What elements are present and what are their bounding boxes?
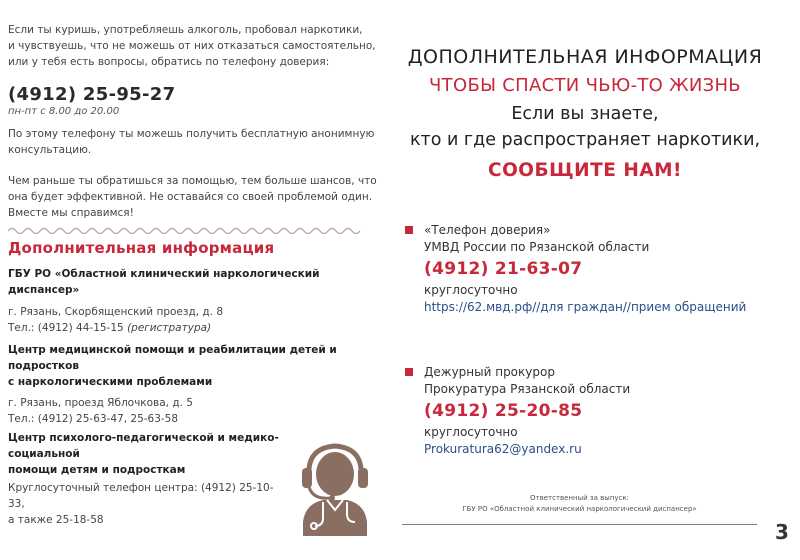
right-subtitle: ЧТОБЫ СПАСТИ ЧЬЮ-ТО ЖИЗНЬ (429, 75, 741, 96)
org-address: г. Рязань, проезд Яблочкова, д. 5 (8, 397, 193, 409)
org-address: г. Рязань, Скорбященский проезд, д. 8 (8, 306, 224, 318)
contact-phone[interactable]: (4912) 25-20-85 (424, 401, 583, 421)
org-psych-center (8, 430, 288, 528)
contact-hours: круглосуточно (424, 283, 518, 297)
contact-org: УМВД России по Рязанской области (424, 240, 650, 254)
support-operator-headset-icon (293, 440, 377, 536)
anonymous-consult-text: По этому телефону ты можешь получить бесплатную анонимную консультацию. (8, 128, 375, 156)
wavy-divider (8, 225, 363, 237)
page-number: 3 (775, 520, 789, 544)
contact-name: «Телефон доверия» (424, 223, 551, 237)
intro-text: Если ты куришь, употребляешь алкоголь, пробовал наркотики, и чувствуешь, что не можешь от них отказаться самостоятельно, или у тебя есть вопросы, обратись по телефону доверия: (8, 24, 376, 68)
left-column (8, 22, 383, 221)
org-title: Центр психолого-педагогической и медико-социальной помощи детям и подросткам (8, 432, 279, 476)
contact-prosecutor (405, 364, 775, 458)
contact-name: Дежурный прокурор (424, 365, 555, 379)
publication-credit: Ответственный за выпуск: ГБУ РО «Областной клинический наркологический диспансер» (462, 494, 697, 513)
org-narcology-dispensary (8, 266, 383, 336)
contact-email[interactable]: Prokuratura62@yandex.ru (424, 442, 582, 456)
right-title: ДОПОЛНИТЕЛЬНАЯ ИНФОРМАЦИЯ (407, 46, 763, 68)
org-phone[interactable]: Тел.: (4912) 25-63-47, 25-63-58 (8, 413, 179, 425)
contact-police-hotline (405, 222, 775, 316)
org-title: Центр медицинской помощи и реабилитации детей и подростков с наркологическими проблемами (8, 344, 337, 388)
org-phone: Тел.: (4912) 44-15-15 (регистратура) (8, 322, 212, 334)
contact-hours: круглосуточно (424, 425, 518, 439)
hotline-hours: пн-пт с 8.00 до 20.00 (8, 106, 120, 117)
org-phone[interactable]: Круглосуточный телефон центра: (4912) 25-10-33, а также 25-18-58 (8, 482, 274, 526)
contact-link[interactable]: https://62.мвд.рф//для граждан//прием обращений (424, 300, 747, 314)
red-square-bullet-icon (405, 226, 413, 234)
report-call-to-action: СООБЩИТЕ НАМ! (488, 160, 682, 181)
encourage-text: Чем раньше ты обратишься за помощью, тем больше шансов, что она будет эффективной. Не оставайся со своей проблемой один. Вместе мы справимся! (8, 175, 377, 219)
contact-org: Прокуратура Рязанской области (424, 382, 631, 396)
right-line-1: Если вы знаете, (511, 104, 659, 124)
right-line-2: кто и где распространяет наркотики, (409, 130, 761, 150)
contact-phone[interactable]: (4912) 21-63-07 (424, 259, 583, 279)
additional-info-heading: Дополнительная информация (8, 239, 275, 257)
red-square-bullet-icon (405, 368, 413, 376)
bottom-divider (402, 524, 757, 525)
hotline-phone[interactable]: (4912) 25-95-27 (8, 84, 176, 105)
org-title: ГБУ РО «Областной клинический наркологический диспансер» (8, 268, 320, 296)
org-rehab-center (8, 342, 383, 427)
